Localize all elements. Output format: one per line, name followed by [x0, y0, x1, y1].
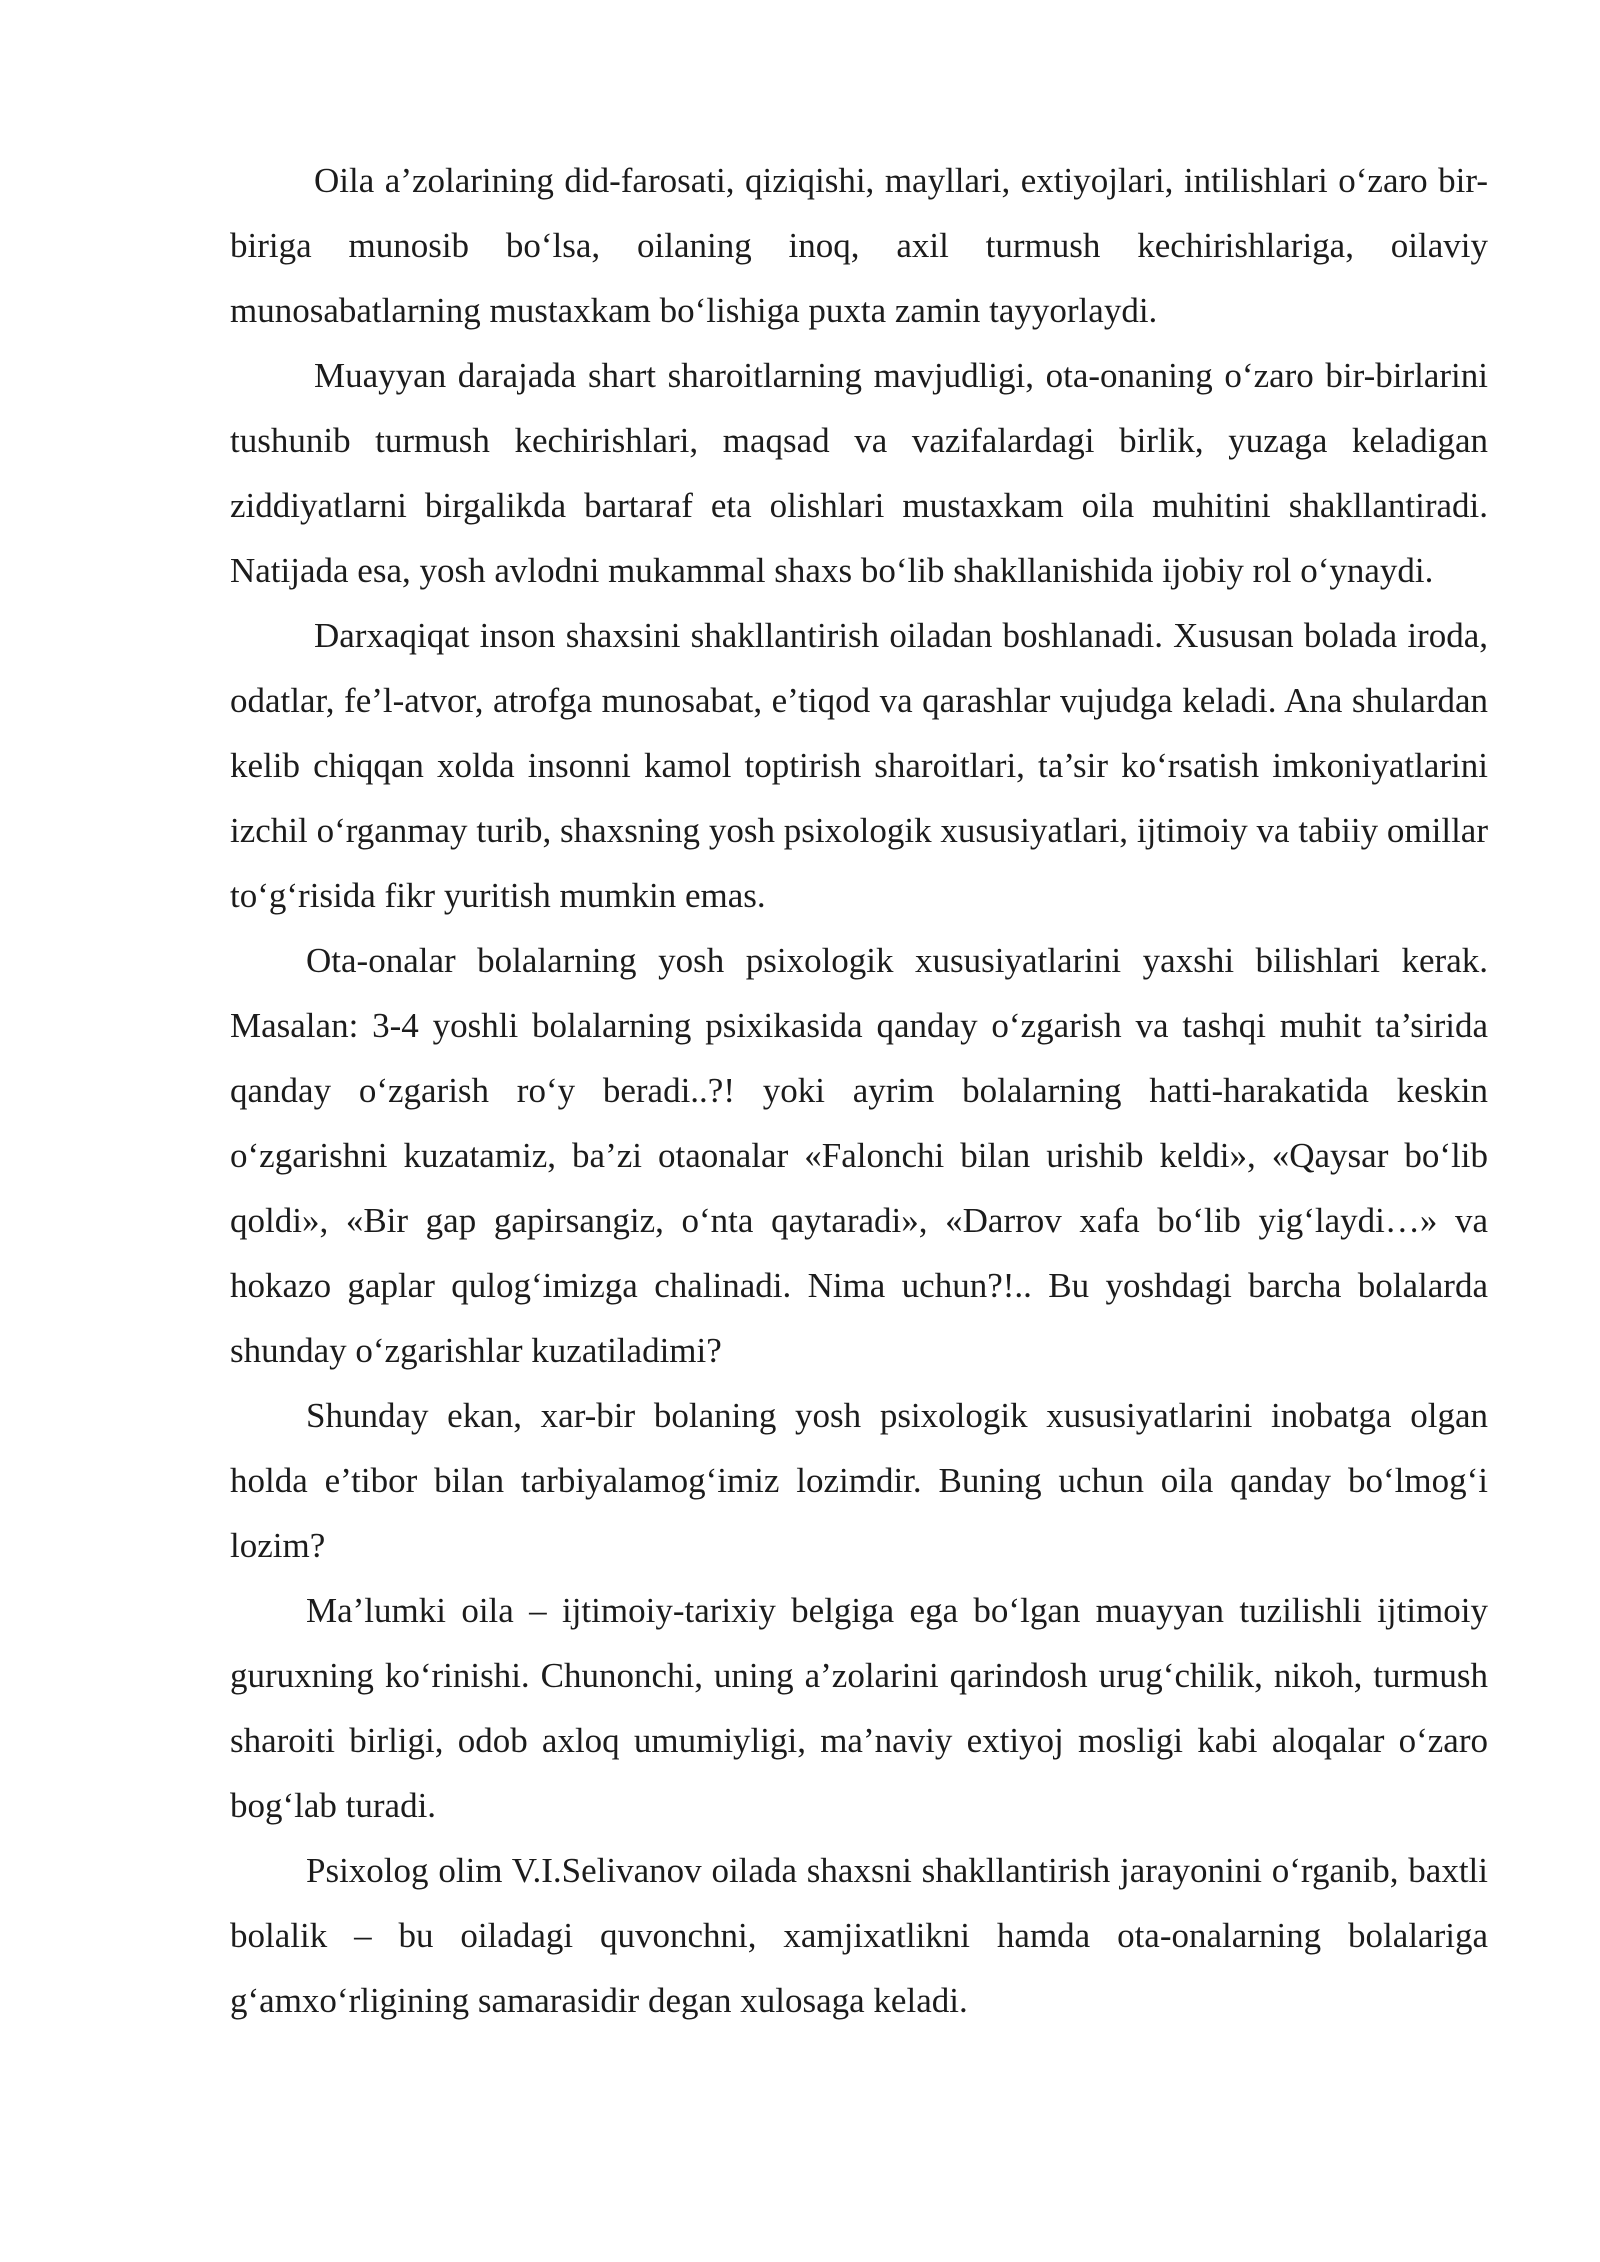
paragraph-2: Muayyan darajada shart sharoitlarning mavjudligi, ota-onaning o‘zaro bir-birlarini tushunib turmush kechirishlari, maqsad va vazifalardagi birlik, yuzaga keladigan ziddiyatlarni birgalikda bartaraf eta olishlari mustaxkam oila muhitini shakllantiradi. Natijada esa, yosh avlodni mukammal shaxs bo‘lib shakllanishida ijobiy rol o‘ynaydi.: [230, 356, 1488, 590]
paragraph-3: Darxaqiqat inson shaxsini shakllantirish oiladan boshlanadi. Xususan bolada iroda, odatlar, fe’l-atvor, atrofga munosabat, e’tiqod va qarashlar vujudga keladi. Ana shulardan kelib chiqqan xolda insonni kamol toptirish sharoitlari, ta’sir ko‘rsatish imkoniyatlarini izchil o‘rganmay turib, shaxsning yosh psixologik xususiyatlari, ijtimoiy va tabiiy omillar to‘g‘risida fikr yuritish mumkin emas.: [230, 616, 1488, 915]
paragraph-4: Ota-onalar bolalarning yosh psixologik xususiyatlarini yaxshi bilishlari kerak. Masalan: 3-4 yoshli bolalarning psixikasida qanday o‘zgarish va tashqi muhit ta’sirida qanday o‘zgarish ro‘y beradi..?! yoki ayrim bolalarning hatti-harakatida keskin o‘zgarishni kuzatamiz, ba’zi otaonalar «Falonchi bilan urishib keldi», «Qaysar bo‘lib qoldi», «Bir gap gapirsangiz, o‘nta qaytaradi», «Darrov xafa bo‘lib yig‘laydi…» va hokazo gaplar qulog‘imizga chalinadi. Nima uchun?!.. Bu yoshdagi barcha bolalarda shunday o‘zgarishlar kuzatiladimi?: [230, 941, 1488, 1370]
paragraph-1: Oila a’zolarining did-farosati, qiziqishi, mayllari, extiyojlari, intilishlari o‘zaro bir-biriga munosib bo‘lsa, oilaning inoq, axil turmush kechirishlariga, oilaviy munosabatlarning mustaxkam bo‘lishiga puxta zamin tayyorlaydi.: [230, 161, 1488, 330]
body-text: [230, 148, 1488, 2033]
paragraph-6: Ma’lumki oila – ijtimoiy-tarixiy belgiga ega bo‘lgan muayyan tuzilishli ijtimoiy guruxning ko‘rinishi. Chunonchi, uning a’zolarini qarindosh urug‘chilik, nikoh, turmush sharoiti birligi, odob axloq umumiyligi, ma’naviy extiyoj mosligi kabi aloqalar o‘zaro bog‘lab turadi.: [230, 1591, 1488, 1825]
paragraph-5: Shunday ekan, xar-bir bolaning yosh psixologik xususiyatlarini inobatga olgan holda e’tibor bilan tarbiyalamog‘imiz lozimdir. Buning uchun oila qanday bo‘lmog‘i lozim?: [230, 1396, 1488, 1565]
paragraph-7: Psixolog olim V.I.Selivanov oilada shaxsni shakllantirish jarayonini o‘rganib, baxtli bolalik – bu oiladagi quvonchni, xamjixatlikni hamda ota-onalarning bolalariga g‘amxo‘rligining samarasidir degan xulosaga keladi.: [230, 1851, 1488, 2020]
